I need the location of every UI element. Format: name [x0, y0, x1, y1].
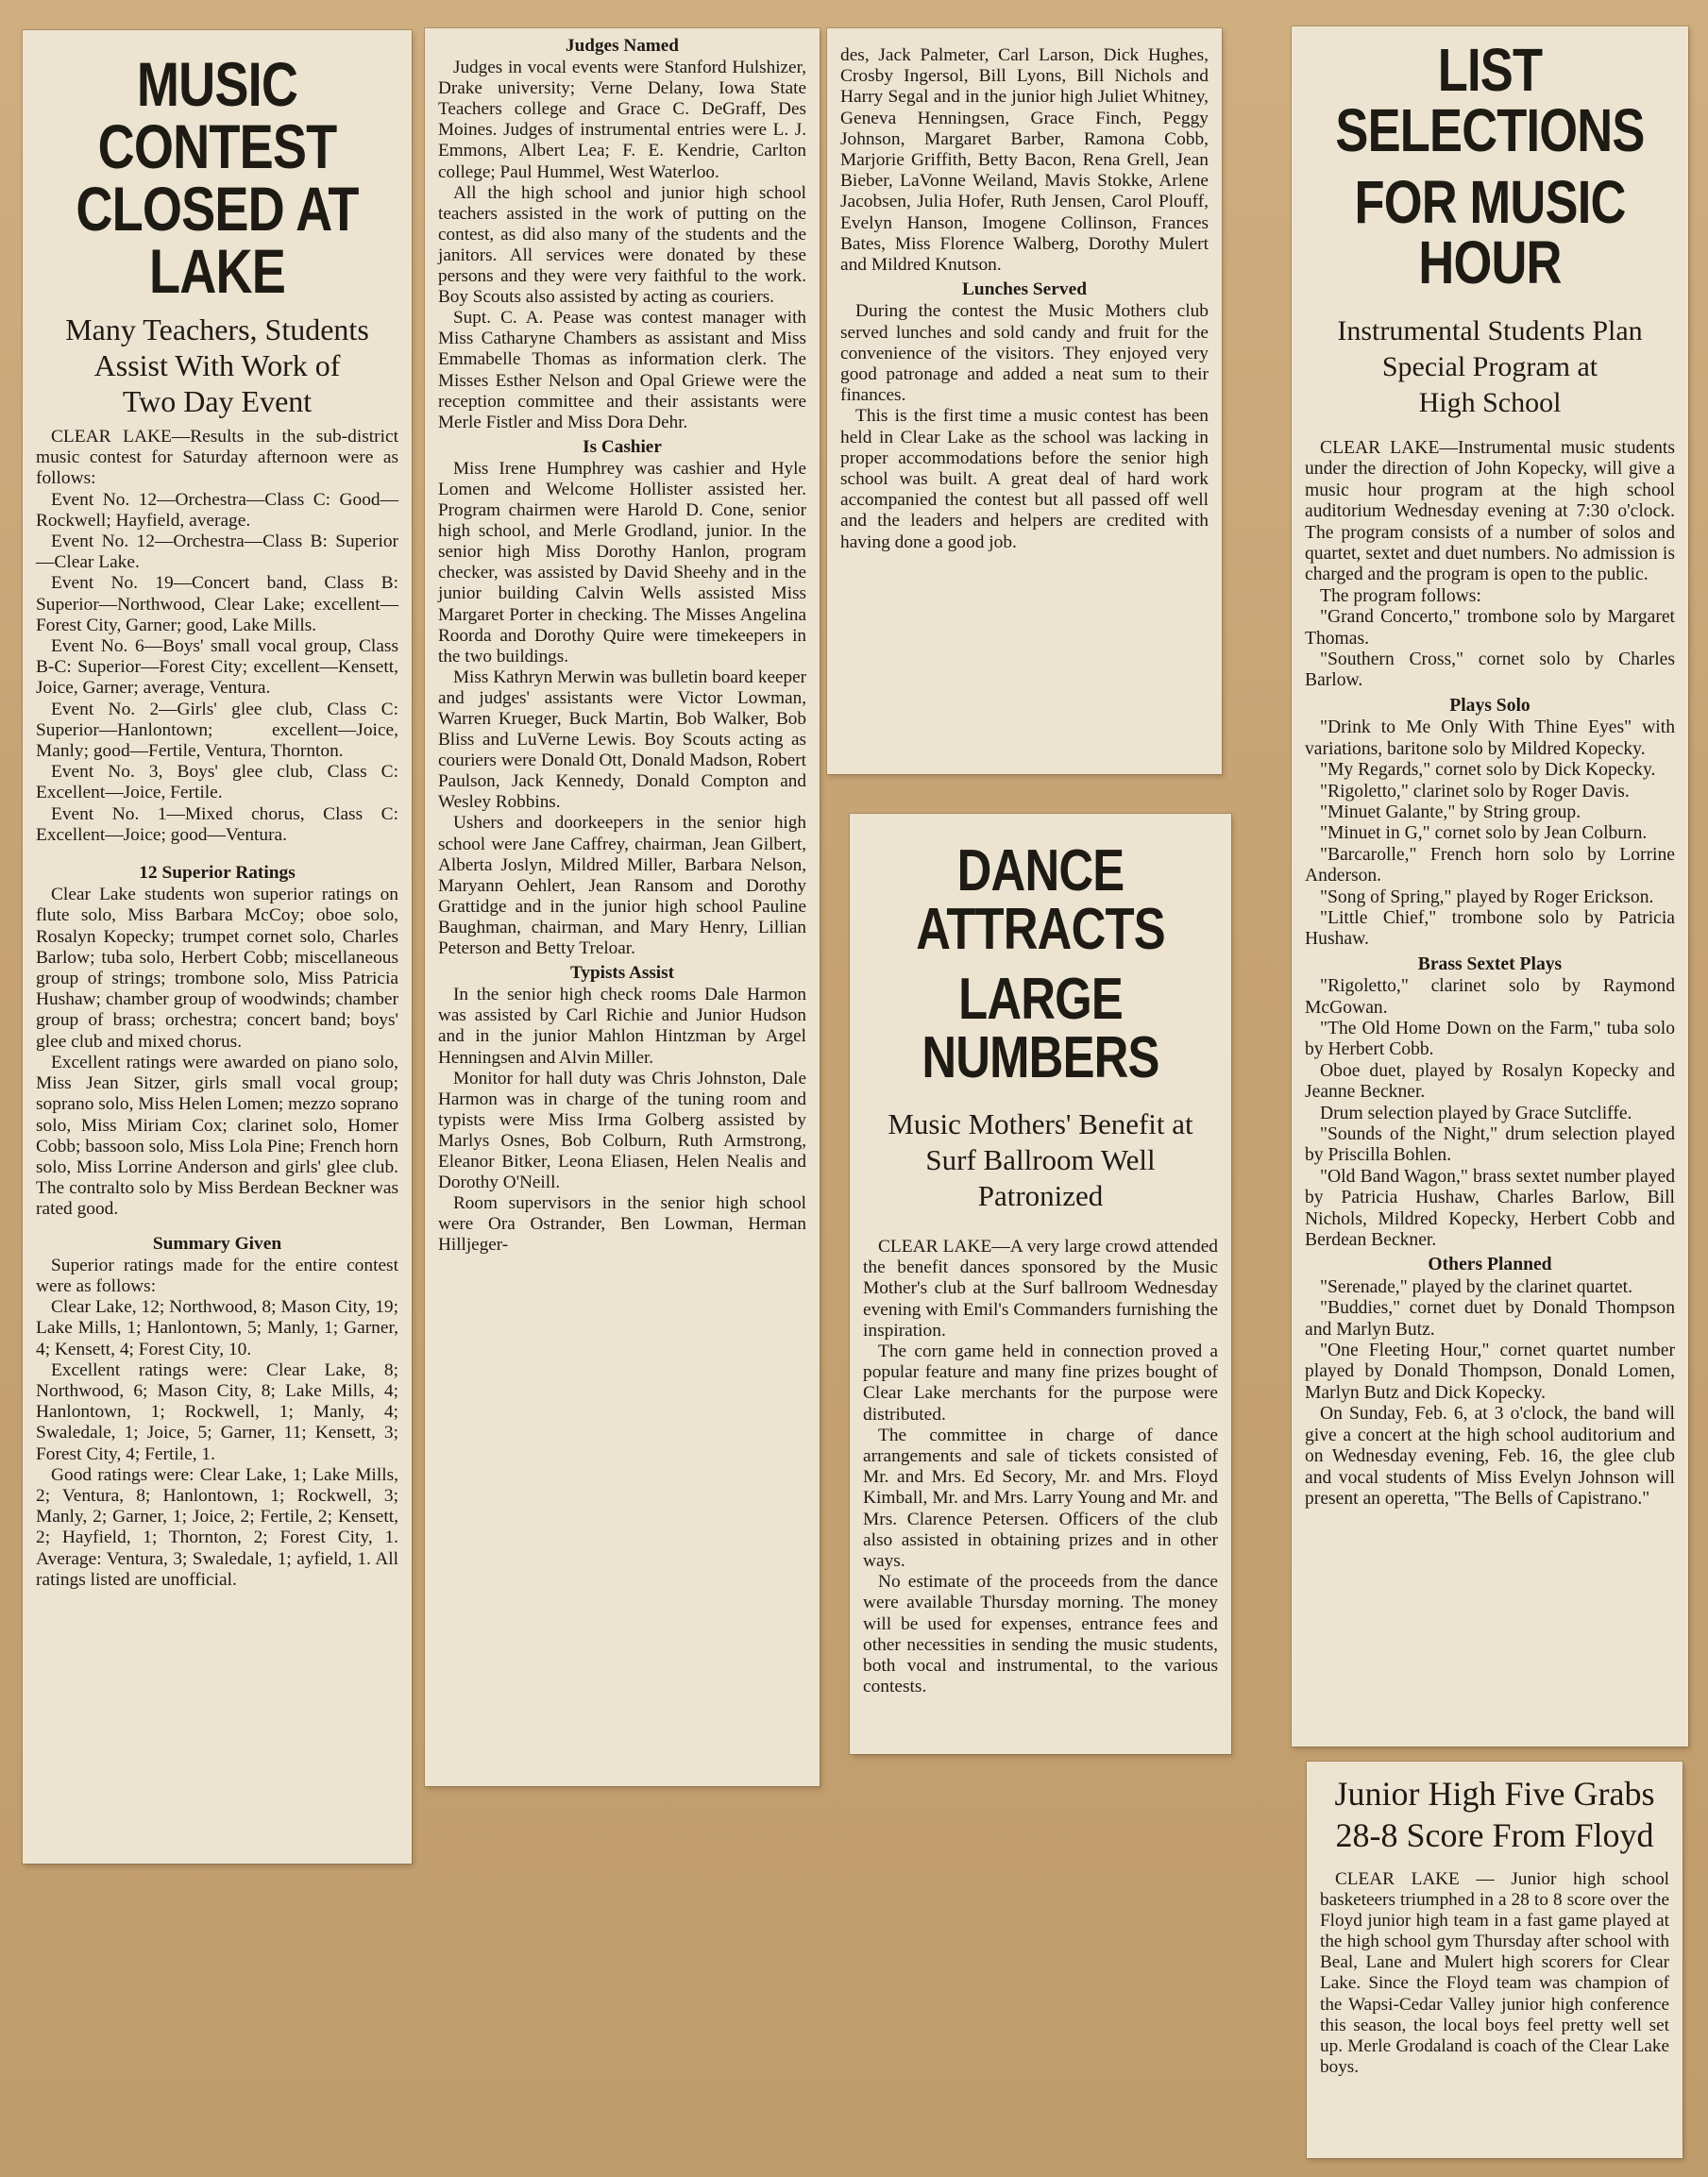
subheading: Is Cashier — [583, 436, 662, 457]
clipping-junior-high — [1307, 1762, 1683, 2158]
deck-line: Many Teachers, Students — [65, 312, 369, 346]
paragraph: CLEAR LAKE—A very large crowd attended the benefit dances sponsored by the Music Mother's club at the Surf ballroom Wednesday evening with Emil's Commanders furnishing the inspiration. — [863, 1237, 1218, 1341]
article-body — [36, 427, 398, 1591]
deck — [863, 1106, 1218, 1214]
paragraph: Superior ratings made for the entire contest were as follows: — [36, 1255, 398, 1296]
paragraph: "Sounds of the Night," drum selection played by Priscilla Bohlen. — [1305, 1124, 1675, 1166]
paragraph: No estimate of the proceeds from the dance were available Thursday morning. The money will be used for expenses, entrance fees and other necessities in sending the music students, both vocal and instrumental, to the various contests. — [863, 1572, 1218, 1697]
clipping-music-hour — [1292, 26, 1688, 1747]
paragraph: "Rigoletto," clarinet solo by Roger Davis. — [1320, 781, 1630, 802]
subheading: Judges Named — [566, 36, 679, 56]
headline-line: DANCE ATTRACTS — [916, 838, 1165, 962]
article-body — [840, 45, 1209, 553]
headline-line: CLOSED AT LAKE — [76, 174, 359, 306]
deck-line: Patronized — [977, 1179, 1104, 1212]
paragraph: During the contest the Music Mothers club served lunches and sold candy and fruit for the convenience of the visitors. They enjoyed very good patronage and added a neat sum to their finances. — [840, 301, 1209, 406]
paragraph: "Rigoletto," clarinet solo by Raymond McGowan. — [1305, 976, 1675, 1018]
paragraph: Oboe duet, played by Rosalyn Kopecky and Jeanne Beckner. — [1305, 1060, 1675, 1103]
headline-line: MUSIC CONTEST — [97, 49, 337, 181]
paragraph: "Grand Concerto," trombone solo by Margaret Thomas. — [1305, 607, 1675, 649]
paragraph: All the high school and junior high school teachers assisted in the work of putting on the contest, as did also many of the students and the janitors. All services were donated by these persons and they were very faithful to the work. Boy Scouts also assisted by acting as couriers. — [438, 182, 806, 308]
clipping-music-contest — [23, 30, 412, 1864]
paragraph: "Buddies," cornet duet by Donald Thompson and Marlyn Butz. — [1305, 1298, 1675, 1340]
paragraph: "Southern Cross," cornet solo by Charles Barlow. — [1305, 650, 1675, 691]
deck-line: Surf Ballroom Well — [925, 1143, 1156, 1176]
paragraph: Event No. 6—Boys' small vocal group, Class B-C: Superior—Forest City; excellent—Kensett, Joice, Garner; average, Ventura. — [36, 636, 398, 699]
clipping-continued — [827, 28, 1222, 774]
paragraph: This is the first time a music contest has been held in Clear Lake as the school was lacking in proper accommodations before the senior high school was built. A great deal of hard work accompanied the contest but all passed off well and the leaders and helpers are credited with having done a good job. — [840, 406, 1209, 552]
paragraph: Event No. 12—Orchestra—Class B: Superior—Clear Lake. — [36, 532, 398, 573]
deck-line: Assist With Work of — [93, 348, 341, 382]
headline — [1307, 36, 1672, 296]
headline-line: 28-8 Score From Floyd — [1335, 1816, 1654, 1854]
headline-line: LARGE NUMBERS — [922, 967, 1159, 1090]
article-body — [438, 36, 806, 1256]
paragraph: Excellent ratings were: Clear Lake, 8; Northwood, 6; Mason City, 8; Lake Mills, 4; Hanlontown, 1; Rockwell, 1; Manly, 4; Swaledale, 1; Joice, 5; Garner, 11; Kensett, 3; Forest City, 4; Fertile, 1. — [36, 1359, 398, 1464]
paragraph: Ushers and doorkeepers in the senior high school were Jane Caffrey, chairman, Jean Gilbert, Alberta Joslyn, Mildred Miller, Barbara Nelson, Maryann Oehlert, Jean Ransom and Dorothy Grattidge and in the junior high school Pauline Baughman, chairman, and Mary Henry, Lillian Peterson and Betty Treloar. — [438, 813, 806, 959]
paragraph: "One Fleeting Hour," cornet quartet number played by Donald Thompson, Donald Lomen, Marlyn Butz and Dick Kopecky. — [1305, 1341, 1675, 1403]
subheading: Plays Solo — [1449, 695, 1530, 716]
paragraph: "Little Chief," trombone solo by Patricia Hushaw. — [1305, 907, 1675, 950]
paragraph: Miss Irene Humphrey was cashier and Hyle Lomen and Welcome Hollister assisted her. Program chairmen were Harold D. Cone, senior high school, and Merle Grodland, junior. In the senior high Miss Dorothy Hanlon, program checker, was assisted by David Sheehy and in the junior building Calvin Wells assisted Miss Margaret Porter in checking. The Misses Angelina Roorda and Dorothy Quire were timekeepers in the two buildings. — [438, 458, 806, 667]
subheading: 12 Superior Ratings — [139, 863, 296, 884]
paragraph: "My Regards," cornet solo by Dick Kopecky. — [1320, 760, 1656, 781]
deck-line: High School — [1418, 387, 1562, 418]
paragraph: des, Jack Palmeter, Carl Larson, Dick Hughes, Crosby Ingersol, Bill Lyons, Bill Nichols and Harry Segal and in the junior high Juliet Whitney, Geneva Henningsen, Grace Finch, Peggy Johnson, Margaret Barber, Ramona Cobb, Marjorie Griffith, Betty Bacon, Rena Grell, Jean Bieber, LaVonne Weiland, Mavis Stokke, Arlene Jacobsen, Julia Hofer, Ruth Jensen, Carol Plouff, Evelyn Hanson, Imogene Collinson, Frances Bates, Miss Florence Walberg, Dorothy Mulert and Mildred Knutson. — [840, 45, 1209, 276]
paragraph: "Minuet in G," cornet solo by Jean Colburn. — [1320, 823, 1648, 844]
paragraph: The corn game held in connection proved a popular feature and many fine prizes bought of Clear Lake merchants for the purpose were distributed. — [863, 1342, 1218, 1425]
subheading: Summary Given — [152, 1233, 282, 1254]
paragraph: The committee in charge of dance arrangements and sale of tickets consisted of Mr. and Mrs. Ed Secory, Mr. and Mrs. Floyd Kimball, Mr. and Mrs. Larry Young and Mr. and Mrs. Clarence Petersen. Officers of the club also assisted in obtaining prizes and in other ways. — [863, 1425, 1218, 1572]
paragraph: Good ratings were: Clear Lake, 1; Lake Mills, 2; Ventura, 8; Hanlontown, 1; Rockwell, 3; Manly, 2; Garner, 1; Joice, 2; Fertile, 2; Kensett, 2; Hayfield, 1; Thornton, 2; Forest City, 1. Average: Ventura, 3; Swaledale, 1; ayfield, 1. All ratings listed are unofficial. — [36, 1464, 398, 1590]
headline-line: Junior High Five Grabs — [1334, 1775, 1655, 1813]
paragraph: Supt. C. A. Pease was contest manager with Miss Catharyne Chambers as assistant and Miss Emmabelle Thomas as information clerk. The Misses Esther Nelson and Opal Griewe were the reception committee and their assistants were Merle Fistler and Miss Dora Dehr. — [438, 308, 806, 432]
deck-line: Special Program at — [1381, 351, 1598, 382]
paragraph: Event No. 19—Concert band, Class B: Superior—Northwood, Clear Lake; excellent—Forest City, Garner; good, Lake Mills. — [36, 573, 398, 635]
headline — [38, 49, 397, 306]
deck-line: Music Mothers' Benefit at — [888, 1107, 1193, 1140]
subheading: Others Planned — [1428, 1255, 1552, 1275]
paragraph: "Old Band Wagon," brass sextet number played by Patricia Hushaw, Charles Barlow, Bill Nichols, Mildred Kopecky, Herbert Cobb and Berdean Beckner. — [1305, 1166, 1675, 1251]
paragraph: Excellent ratings were awarded on piano solo, Miss Jean Sitzer, girls small vocal group; soprano solo, Miss Helen Lomen; mezzo soprano solo, Miss Miriam Cox; clarinet solo, Homer Cobb; bassoon solo, Miss Lola Pine; French horn solo, Miss Lorrine Anderson and girls' glee club. The contralto solo by Miss Berdean Beckner was rated good. — [36, 1052, 398, 1220]
paragraph: CLEAR LAKE—Instrumental music students under the direction of John Kopecky, will give a music hour program at the high school auditorium Wednesday evening at 7:30 o'clock. The program consists of a number of solos and quartet, sextet and duet numbers. No admission is charged and the program is open to the public. — [1305, 438, 1675, 585]
paragraph: Monitor for hall duty was Chris Johnston, Dale Harmon was in charge of the tuning room and typists were Miss Irma Golberg assisted by Marlys Osnes, Bob Colburn, Ruth Armstrong, Eleanor Bitker, Leona Eliasen, Helen Nealis and Dorothy O'Neill. — [438, 1068, 806, 1193]
paragraph: In the senior high check rooms Dale Harmon was assisted by Carl Richie and Junior Hudson and in the junior Mahlon Hintzman by Argel Henningsen and Alvin Miller. — [438, 985, 806, 1068]
headline — [864, 838, 1217, 1090]
article-body — [863, 1237, 1218, 1697]
paragraph: The program follows: — [1320, 585, 1481, 606]
deck — [1305, 313, 1675, 421]
headline-line: LIST SELECTIONS — [1335, 36, 1645, 164]
paragraph: Event No. 1—Mixed chorus, Class C: Excellent—Joice; good—Ventura. — [36, 803, 398, 845]
subheading: Lunches Served — [962, 279, 1087, 300]
paragraph: CLEAR LAKE—Results in the sub-district music contest for Saturday afternoon were as follows: — [36, 427, 398, 489]
paragraph: "Minuet Galante," by String group. — [1320, 802, 1581, 822]
paragraph: CLEAR LAKE — Junior high school basketeers triumphed in a 28 to 8 score over the Floyd junior high team in a fast game played at the high school gym Thursday after school with Beal, Lane and Mulert high scorers for Clear Lake. Since the Floyd team was champion of the Wapsi-Cedar Valley junior high conference this season, the local boys feel pretty well set up. Merle Grodaland is coach of the Clear Lake boys. — [1320, 1869, 1669, 2077]
paragraph: Event No. 12—Orchestra—Class C: Good—Rockwell; Hayfield, average. — [36, 489, 398, 531]
headline — [1320, 1773, 1669, 1856]
paragraph: "Barcarolle," French horn solo by Lorrine Anderson. — [1305, 844, 1675, 886]
paragraph: Miss Kathryn Merwin was bulletin board keeper and judges' assistants were Victor Lowman, Warren Krueger, Buck Martin, Bob Walker, Bob Bliss and LuVerne Lewis. Boy Scouts acting as couriers were Donald Ott, Donald Madson, Robert Paulson, Jack Kennedy, Donald Compton and Wesley Robbins. — [438, 667, 806, 813]
clipping-dance — [850, 814, 1231, 1754]
headline-line: FOR MUSIC HOUR — [1354, 168, 1626, 296]
paragraph: Judges in vocal events were Stanford Hulshizer, Drake university; Verne Delany, Iowa State Teachers college and Grace C. DeGraff, Des Moines. Judges of instrumental entries were L. J. Emmons, Albert Lea; F. E. Kendrie, Carlton college; Paul Hummel, West Waterloo. — [438, 58, 806, 182]
subheading: Typists Assist — [569, 963, 674, 984]
paragraph: "Song of Spring," played by Roger Erickson. — [1320, 886, 1654, 907]
paragraph: "The Old Home Down on the Farm," tuba solo by Herbert Cobb. — [1305, 1018, 1675, 1060]
clipping-judges — [425, 28, 820, 1786]
paragraph: "Drink to Me Only With Thine Eyes" with variations, baritone solo by Mildred Kopecky. — [1305, 717, 1675, 759]
deck-line: Instrumental Students Plan — [1337, 315, 1643, 346]
article-body — [1305, 438, 1675, 1510]
article-body — [1320, 1869, 1669, 2078]
paragraph: "Serenade," played by the clarinet quartet. — [1320, 1276, 1632, 1297]
paragraph: Event No. 3, Boys' glee club, Class C: Excellent—Joice, Fertile. — [36, 762, 398, 803]
subheading: Brass Sextet Plays — [1417, 953, 1563, 974]
paragraph: Drum selection played by Grace Sutcliffe. — [1320, 1103, 1632, 1123]
paragraph: Event No. 2—Girls' glee club, Class C: Superior—Hanlontown; excellent—Joice, Manly; good—Fertile, Ventura, Thornton. — [36, 699, 398, 762]
paragraph: On Sunday, Feb. 6, at 3 o'clock, the band will give a concert at the high school auditorium and on Wednesday evening, Feb. 16, the glee club and vocal students of Miss Evelyn Johnson will present an operetta, "The Bells of Capistrano." — [1305, 1404, 1675, 1509]
paragraph: Room supervisors in the senior high school were Ora Ostrander, Ben Lowman, Herman Hilljeger- — [438, 1193, 806, 1256]
paragraph: Clear Lake students won superior ratings on flute solo, Miss Barbara McCoy; oboe solo, Rosalyn Kopecky; trumpet cornet solo, Charles Barlow; tuba solo, Herbert Cobb; miscellaneous group of strings; trombone solo, Miss Patricia Hushaw; chamber group of woodwinds; chamber group of brass; orchestra; concert band; boys' glee club and mixed chorus. — [36, 885, 398, 1052]
deck-line: Two Day Event — [122, 384, 313, 418]
paragraph: Clear Lake, 12; Northwood, 8; Mason City, 19; Lake Mills, 1; Hanlontown, 5; Manly, 1; Garner, 4; Kensett, 4; Forest City, 10. — [36, 1297, 398, 1359]
deck — [36, 312, 398, 419]
